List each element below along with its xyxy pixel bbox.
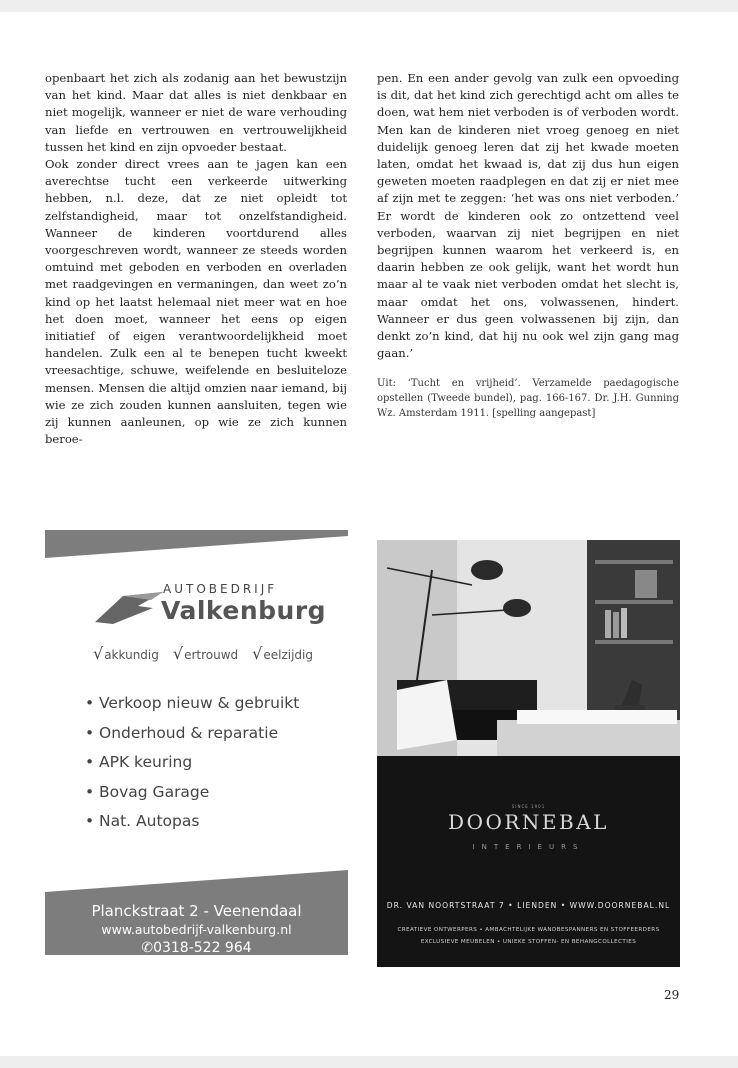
doornebal-line: EXCLUSIEVE MEUBELEN • UNIEKE STOFFEN- EN BEHANGCOLLECTIES: [420, 939, 637, 945]
doornebal-line: CREATIEVE ONTWERPERS • AMBACHTELIJKE WANDBESPANNERS EN STOFFEERDERS: [397, 927, 660, 933]
tagline: [93, 644, 313, 663]
bullet-icon: •: [85, 753, 95, 771]
brand-name: Valkenburg: [161, 596, 327, 625]
list-item: • Bovag Garage: [85, 782, 210, 801]
doornebal-logo: DOORNEBAL: [448, 810, 609, 834]
bullet-icon: •: [85, 812, 95, 830]
since-label: SINCE 1901: [511, 804, 546, 809]
list-item: • Verkoop nieuw & gebruikt: [85, 694, 300, 712]
check-v-icon: √: [93, 644, 104, 663]
list-item: • APK keuring: [85, 753, 193, 771]
article-column-right: [377, 70, 679, 421]
tagline-item: √eelzijdig: [252, 644, 313, 663]
article-paragraph: pen. En een ander gevolg van zulk een opvoeding is dit, dat het kind zich gerechtigd acht om alles te doen, wat hem niet verboden is of verboden wordt. Men kan de kinderen niet vroeg genoeg en niet duidelijk genoeg leren dat zij het kwade moeten laten, omdat het kwaad is, dat zij dus hun eigen geweten moeten raadplegen en dat zij er niet mee af zijn met te zeggen: ‘het was ons niet verboden.’ Er wordt de kinderen ook zo ontzettend veel verboden, waarvan zij niet begrijpen en niet begrijpen kunnen waarom het verkeerd is, en daarin hebben ze ook gelijk, want het wordt hun maar al te vaak niet verboden omdat het slecht is, maar omdat het ons, volwassenen, hindert. Wanneer er dus geen volwassenen bij zijn, dan denkt zo’n kind, dat hij nu ook wel zijn gang mag gaan.’: [377, 71, 679, 361]
check-v-icon: √: [252, 644, 263, 663]
check-v-icon: √: [172, 644, 184, 663]
website-link[interactable]: www.autobedrijf-valkenburg.nl: [101, 922, 292, 937]
page-number: 29: [664, 988, 680, 1002]
phone-icon: ✆: [141, 940, 154, 955]
article-paragraph: Ook zonder direct vrees aan te jagen kan een averechtse tucht een verkeerde uitwerking hebben, n.l. deze, dat ze niet opleidt tot zelfstandigheid, maar tot onzelfstandigheid. Wanneer de kinderen voortdurend alles voorgeschreven wordt, wanneer ze steeds worden omtuind met geboden en verboden en overladen met raadgevingen en vermaningen, dan weet zo’n kind op het laatst helemaal niet meer wat en hoe het doen moet, wanneer het eens op eigen initiatief of eigen verantwoordelijkheid moet handelen. Zulk een al te benepen tucht kweekt vreesachtige, schuwe, weifelende en besluiteloze mensen. Mensen die altijd omzien naar iemand, bij wie ze zich zouden kunnen aansluiten, tegen wie zij kunnen aanleunen, op wie ze zich kunnen beroe-: [45, 157, 347, 447]
ad-autobedrijf-valkenburg: [45, 530, 348, 955]
ad-top-band: [45, 530, 348, 558]
services-list: [85, 694, 299, 842]
article-paragraph: openbaart het zich als zodanig aan het bewustzijn van het kind. Maar dat alles is niet denkbaar en niet mogelijk, wanneer er niet de ware verhouding van liefde en vertrouwen en vertrouwelijkheid tussen het kind en zijn opvoeder bestaat.: [45, 71, 347, 154]
doornebal-sub: INTERIEURS: [472, 843, 585, 851]
interior-photo: [377, 540, 680, 756]
bullet-icon: •: [85, 782, 95, 801]
doornebal-address: DR. VAN NOORTSTRAAT 7 • LIENDEN • WWW.DOORNEBAL.NL: [386, 901, 671, 910]
source-citation: Uit: ‘Tucht en vrijheid’. Verzamelde paedagogische opstellen (Tweede bundel), pag. 166-167. Dr. J.H. Gunning Wz. Amsterdam 1911. [spelling aangepast]: [377, 378, 679, 420]
tagline-item: √akkundig: [93, 644, 159, 663]
tagline-item: √ertrouwd: [172, 644, 239, 663]
brand-top: AUTOBEDRIJF: [163, 582, 278, 596]
list-item: • Nat. Autopas: [85, 812, 200, 830]
bullet-icon: •: [85, 723, 95, 742]
bullet-icon: •: [85, 694, 95, 712]
list-item: • Onderhoud & reparatie: [85, 723, 279, 742]
phone: ✆0318-522 964: [141, 940, 252, 955]
article-column-left: [45, 70, 347, 448]
ad-doornebal: [377, 540, 680, 967]
address: Planckstraat 2 - Veenendaal: [91, 902, 302, 920]
